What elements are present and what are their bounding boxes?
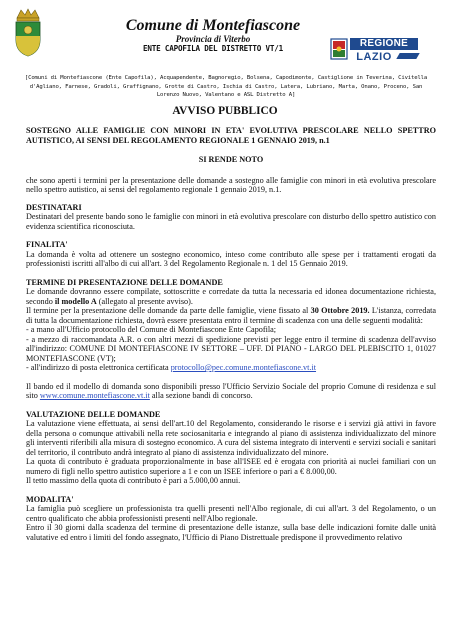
destinatari-paragraph: Destinatari del presente bando sono le famiglie con minori in età evolutiva prescolare con disturbo dello spettro autistico con evidenza scientifica riconosciuta. bbox=[26, 212, 436, 231]
notice-body bbox=[26, 123, 436, 542]
lazio-label: LAZIO bbox=[356, 51, 392, 63]
modalita-paragraph-1: La famiglia può scegliere un professionista tra quelli presenti nell'Albo regionale, di cui all'art. 3 del Regolamento, o un centro qualificato che abbia professionisti presenti nell'Albo regionale. bbox=[26, 504, 436, 523]
pec-email-link[interactable]: protocollo@pec.comune.montefiascone.vt.it bbox=[170, 363, 317, 372]
valutazione-paragraph-2: La quota di contributo è graduata proporzionalmente in base all'ISEE ed è erogata con priorità ai nuclei familiari con un numero di figli nello spettro autistico superiore a 1 e con un ISEE inferiore o pari a € 8.000,00. bbox=[26, 457, 436, 476]
regione-lazio-logo bbox=[330, 36, 430, 68]
bando-paragraph: Il bando ed il modello di domanda sono disponibili presso l'Ufficio Servizio Sociale del proprio Comune di residenza e sul sito www.comune.montefiascone.vt.it alla sezione bandi di concorso. bbox=[26, 381, 436, 400]
header-block bbox=[104, 17, 322, 53]
finalita-paragraph: La domanda è volta ad ottenere un sostegno economico, inteso come contributo alle spese per i trattamenti erogati da professionisti iscritti all'albo di cui all'art. 3 del Regolamento Regionale n. 1 del 15 Gennaio 2019. bbox=[26, 249, 436, 268]
district-line: ENTE CAPOFILA DEL DISTRETTO VT/1 bbox=[143, 44, 283, 53]
termine-paragraph-1: Le domande dovranno essere compilate, sottoscritte e corredate da tutta la necessaria ed idonea documentazione richiesta, secondo il modello A (allegato al presente avviso). bbox=[26, 287, 436, 306]
notice-title: AVVISO PUBBLICO bbox=[172, 105, 278, 117]
regione-lazio-logo-icon bbox=[330, 38, 348, 60]
termine-heading: TERMINE DI PRESENTAZIONE DELLE DOMANDE bbox=[26, 277, 223, 287]
valutazione-paragraph-1: La valutazione viene effettuata, ai sensi dell'art.10 del Regolamento, considerando le risorse e i servizi già attivi in favore della persona o comunque attivabili nella rete sociosanitaria e integrando al piano di assistenza individualizzato del minore gli interventi riferibili alla misura di sostegno economico. A cura del sistema integrato di interventi e servizi sociali e sanitari del territorio, il contributo andrà integrato al piano di assistenza individualizzato del minore. bbox=[26, 419, 436, 457]
logo-swoosh bbox=[396, 53, 419, 59]
province-line: Provincia di Viterbo bbox=[175, 34, 251, 44]
termine-paragraph-2: Il termine per la presentazione delle domande da parte delle famiglie, viene fissato al 30 Ottobre 2019. L'istanza, corredata di tutta la documentazione richiesta, dovrà essere presentata entro il termine di scadenza con una delle seguenti modalità: bbox=[26, 306, 436, 325]
modalita-invio-3: - all'indirizzo di posta elettronica certificata protocollo@pec.comune.montefiascone.vt.it bbox=[26, 363, 317, 372]
website-link[interactable]: www.comune.montefiascone.vt.it bbox=[39, 391, 150, 400]
regione-label: REGIONE bbox=[350, 38, 418, 50]
rende-noto: SI RENDE NOTO bbox=[198, 155, 264, 164]
destinatari-heading: DESTINATARI bbox=[26, 202, 82, 212]
modalita-invio-1: - a mano all'Ufficio protocollo del Comune di Montefiascone Ente Capofila; bbox=[26, 325, 277, 334]
member-municipalities: [Comuni di Montefiascone (Ente Capofila), Acquapendente, Bagnoregio, Bolsena, Capodimonte, Castiglione in Teverina, Civitella d'Agliano, Farnese, Gradoli, Graffignano, Grotte di Castro, Ischia di Castro, Latera, Lubriano, Marta, Onano, Proceno, San Lorenzo Nuovo, Valentano e ASL Distretto A] bbox=[24, 75, 428, 98]
modalita-heading: MODALITA' bbox=[26, 494, 74, 504]
modalita-invio-2: - a mezzo di raccomandata A.R. o con altri mezzi di spedizione previsti per legge entro il termine di scadenza dell'avviso all'indirizzo: COMUNE DI MONTEFIASCONE IV SETTORE – UFF. DI PIANO - LARGO DEL PLEBISCITO 1, 01027 MONTEFIASCONE (VT); bbox=[26, 334, 436, 363]
modalita-paragraph-2: Entro il 30 giorni dalla scadenza del termine di presentazione delle istanze, sulla base delle indicazioni fornite dalle unità valutative ed entro i limiti del fondo assegnato, l'Ufficio di Piano Distrettuale predispone il provvedimento relativo bbox=[26, 523, 436, 542]
municipality-title: Comune di Montefiascone bbox=[125, 17, 301, 34]
valutazione-paragraph-3: Il tetto massimo della quota di contributo è pari a 5.000,00 annui. bbox=[26, 476, 241, 485]
notice-subtitle: SOSTEGNO ALLE FAMIGLIE CON MINORI IN ETA' EVOLUTIVA PRESCOLARE NELLO SPETTRO AUTISTICO, AI SENSI DEL REGOLAMENTO REGIONALE 1 GENNAIO 2019, n.1 bbox=[26, 126, 436, 145]
municipal-crest-icon bbox=[13, 6, 43, 58]
finalita-heading: FINALITA' bbox=[26, 240, 68, 249]
valutazione-heading: VALUTAZIONE DELLE DOMANDE bbox=[26, 409, 161, 419]
intro-paragraph: che sono aperti i termini per la presentazione delle domande a sostegno alle famiglie con minori in età evolutiva prescolare nello spettro autistico, ai sensi del regolamento regionale 1 gennaio 2019, n.1. bbox=[26, 175, 436, 194]
